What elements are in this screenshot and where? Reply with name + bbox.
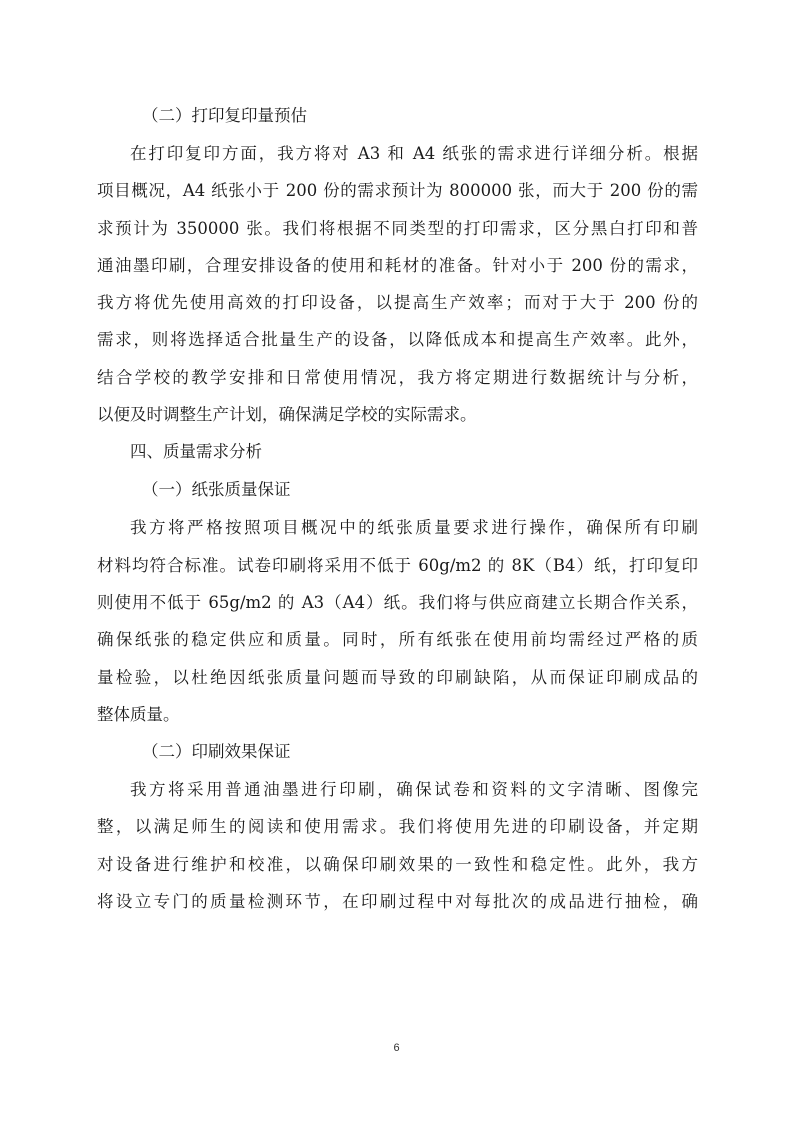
paragraph-line: 结合学校的教学安排和日常使用情况，我方将定期进行数据统计与分析，	[97, 367, 698, 387]
page-number: 6	[393, 1042, 400, 1054]
paragraph-line: 对设备进行维护和校准，以确保印刷效果的一致性和稳定性。此外，我方	[97, 854, 698, 874]
paragraph-line: 求预计为 350000 张。我们将根据不同类型的打印需求，区分黑白打印和普	[97, 218, 698, 238]
section-heading-paper-quality: （一）纸张质量保证	[142, 480, 291, 500]
paragraph-print-effect	[97, 771, 698, 920]
paragraph-line: 在打印复印方面，我方将对 A3 和 A4 纸张的需求进行详细分析。根据	[130, 144, 698, 163]
section-heading-print-copy-estimate: （二）打印复印量预估	[142, 106, 307, 125]
paragraph-line: 则使用不低于 65g/m2 的 A3（A4）纸。我们将与供应商建立长期合作关系，	[97, 592, 698, 612]
paragraph-line: 整体质量。	[97, 704, 180, 724]
paragraph-line: 量检验，以杜绝因纸张质量问题而导致的印刷缺陷，从而保证印刷成品的	[97, 667, 698, 687]
paragraph-line: 我方将优先使用高效的打印设备，以提高生产效率；而对于大于 200 份的	[97, 293, 698, 313]
paragraph-line: 需求，则将选择适合批量生产的设备，以降低成本和提高生产效率。此外，	[97, 330, 698, 350]
section-heading-print-effect: （二）印刷效果保证	[142, 742, 291, 762]
document-body	[97, 97, 698, 920]
paragraph-line: 整，以满足师生的阅读和使用需求。我们将使用先进的印刷设备，并定期	[97, 817, 698, 837]
paragraph-line: 材料均符合标准。试卷印刷将采用不低于 60g/m2 的 8K（B4）纸，打印复印	[97, 555, 698, 575]
paragraph-line: 将设立专门的质量检测环节，在印刷过程中对每批次的成品进行抽检，确	[97, 892, 698, 912]
paragraph-line: 我方将采用普通油墨进行印刷，确保试卷和资料的文字清晰、图像完	[130, 780, 698, 800]
paragraph-line: 确保纸张的稳定供应和质量。同时，所有纸张在使用前均需经过严格的质	[97, 630, 698, 650]
paragraph-line: 以便及时调整生产计划，确保满足学校的实际需求。	[97, 405, 477, 425]
paragraph-print-copy-analysis	[97, 135, 698, 433]
paragraph-paper-quality	[97, 509, 698, 733]
paragraph-line: 我方将严格按照项目概况中的纸张质量要求进行操作，确保所有印刷	[130, 518, 698, 538]
paragraph-line: 通油墨印刷，合理安排设备的使用和耗材的准备。针对小于 200 份的需求，	[97, 255, 698, 275]
section-heading-quality-analysis: 四、质量需求分析	[130, 442, 262, 462]
paragraph-line: 项目概况，A4 纸张小于 200 份的需求预计为 800000 张，而大于 200 份的需	[97, 181, 698, 201]
